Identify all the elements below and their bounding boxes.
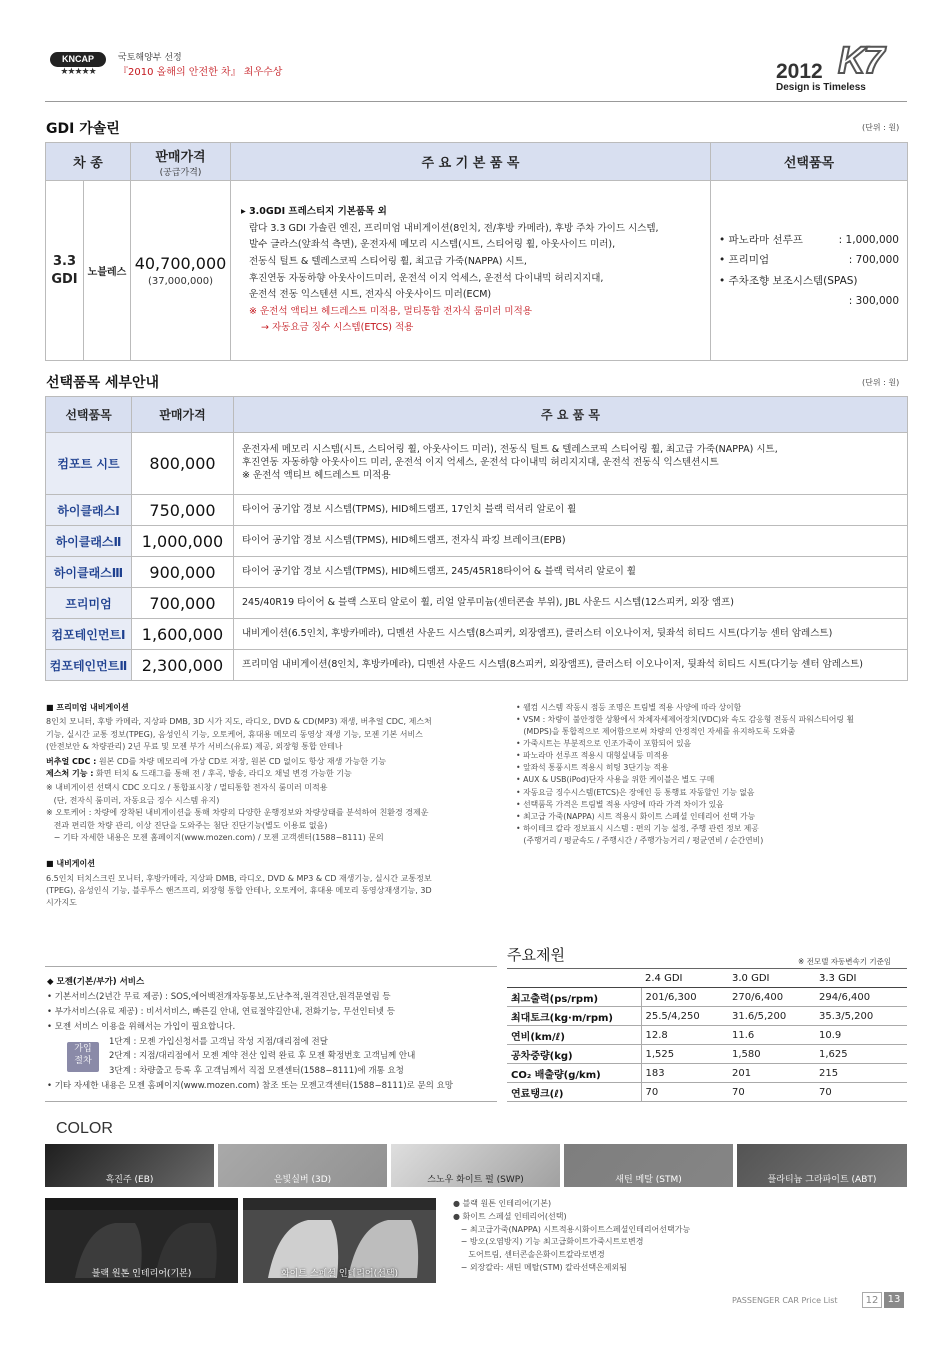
swatch-abt[interactable]: 플라티늄 그라파이트 (ABT) <box>737 1144 907 1187</box>
features-cell: ▸ 3.0GDI 프레스티지 기본품목 외 람다 3.3 GDI 가솔린 엔진, 프리미엄 내비게이션(8인치, 전/후방 카메라), 후방 주차 가이드 시스템, 발수 글라스(앞좌석 측면), 운전자세 메모리 시스템(시트, 스티어링 휠, 아웃사이드 미러), 전동식 틸트 & 텔레스코픽 스티어링 휠, 최고급 가죽(NAPPA) 시트, 후진연동 자동하향 아웃사이드미러, 운전석 이지 억세스, 운전석 다이내믹 허리지지대, 운전석 전동 익스텐션 시트, 전자식 아웃사이드 미러(ECM) ※ 운전석 액티브 헤드레스트 미적용, 멀티통합 전자식 룸미러 미적용 → 자동요금 징수 시스템(ETCS) 적용 <box>231 181 711 361</box>
page-number-right: 13 <box>884 1292 904 1308</box>
table-row: CO₂ 배출량(g/km) 183 201 215 <box>507 1064 907 1083</box>
table-row: 하이클래스Ⅰ 750,000 타이어 공기압 경보 시스템(TPMS), HID헤드램프, 17인치 블랙 럭셔리 알로이 휠 <box>46 495 908 526</box>
option-item: • 프리미엄 : 700,000 <box>719 254 899 267</box>
tagline: Design is Timeless <box>776 82 866 93</box>
kncap-badge <box>50 52 106 80</box>
notes-left: ■ 프리미엄 내비게이션 8인치 모니터, 후방 카메라, 지상파 DMB, 3D 시가 지도, 라디오, DVD & CD(MP3) 재생, 버추얼 CDC, 제스처 기능, 실시간 교통 정보(TPEG), 음성인식 기능, 오토케어, 휴대용 메모리 동영상 재생 기능, 모젠 기본 서비스 (안전보안 & 차량관리) 2년 무료 및 모젠 부가 서비스(유료) 제공, 외장형 통합 안테나 버추얼 CDC : 원본 CD를 차량 메모리에 가상 CD로 저장, 원본 CD 없이도 항상 재생 가능한 기능 제스처 기능 : 화면 터치 & 드래그를 통해 전 / 후곡, 방송, 라디오 채널 변경 가능한 기능 ※ 내비게이션 선택시 CDC 오디오 / 통합표시창 / 멀티통합 전자식 룸미러 미적용 (단, 전자식 룸미러, 자동요금 징수 시스템 유지) ※ 오토케어 : 차량에 장착된 내비게이션을 통해 차량의 다양한 운행정보와 차량상태를 분석하여 친환경 경제운 전과 편리한 차량 관리, 이상 진단을 도와주는 첨단 진단기능(별도 이용료 없음) − 기타 자세한 내용은 모젠 홈페이지(www.mozen.com) / 모젠 고객센터(1588−8111) 문의 ■ 내비게이션 6.5인치 터치스크린 모니터, 후방카메라, 지상파 DMB, 라디오, DVD & MP3 & CD 재생기능, 실시간 교통정보 (TPEG), 음성인식 기능, 블루투스 핸즈프리, 외장형 통합 안테나, 오토케어, 휴대용 메모리 동영상재생기능, 3D 시가지도 <box>46 703 432 908</box>
option-item: • 파노라마 선루프 : 1,000,000 <box>719 233 899 246</box>
award-line-1: 국토해양부 선정 <box>118 53 182 63</box>
specs-note: ※ 전모델 자동변속기 기준임 <box>798 957 892 966</box>
th-option: 선택품목 <box>46 397 132 433</box>
price-cell: 40,700,000 (37,000,000) <box>131 181 231 361</box>
interior-black[interactable]: 블랙 원톤 인테리어(기본) <box>45 1198 238 1283</box>
option-item: • 주차조향 보조시스템(SPAS) : 300,000 <box>719 274 899 307</box>
star-rating: ★★★★★ <box>60 67 96 77</box>
options-cell <box>711 181 908 361</box>
swatch-eb[interactable]: 흑진주 (EB) <box>45 1144 214 1187</box>
th-model: 차 종 <box>46 143 131 181</box>
table-row: 프리미엄 700,000 245/40R19 타이어 & 블랙 스포티 알로이 휠, 리얼 알루미늄(센터콘솔 부위), JBL 사운드 시스템(12스피커, 외장 앰프) <box>46 588 908 619</box>
table-row: 최대토크(kg·m/rpm) 25.5/4,250 31.6/5,200 35.3/5,200 <box>507 1007 907 1026</box>
gdi-section-title: GDI 가솔린 <box>46 121 120 137</box>
model-year: 2012 <box>776 60 823 83</box>
engine-cell: 3.3 GDI <box>46 181 84 361</box>
mozen-service-box: ◆ 모젠(기본/부가) 서비스 • 기본서비스(2년간 무료 제공) : SOS,에어백전개자동통보,도난추적,원격진단,원격문열림 등 • 부가서비스(유료 제공) : 비서서비스, 빠른길 안내, 연료절약길안내, 전화기능, 무선인터넷 등 • 모젠 서비스 이용을 위해서는 가입이 필요합니다. 가입 절차 1단계 : 모젠 가입신청서를 고객님 작성 지점/대리점에 전달 2단계 : 지점/대리점에서 모젠 계약 전산 입력 완료 후 모젠 확정번호 고객님께 안내 3단계 : 차량출고 등록 후 고객님께서 직접 모젠센터(1588−8111)에 개통 요청 • 기타 자세한 내용은 모젠 홈페이지(www.mozen.com) 참조 또는 모젠고객센터(1588−8111)로 문의 요망 <box>45 966 497 1102</box>
trim-cell: 노블레스 <box>84 181 131 361</box>
award-line-2: 『2010 올해의 안전한 차』 최우수상 <box>118 67 283 78</box>
swatch-swp[interactable]: 스노우 화이트 펄 (SWP) <box>391 1144 560 1187</box>
footer-text: PASSENGER CAR Price List <box>732 1296 838 1305</box>
options-unit: (단위 : 원) <box>862 378 900 387</box>
feature-exclusion-note: ※ 운전석 액티브 헤드레스트 미적용, 멀티통합 전자식 룸미러 미적용 <box>249 305 532 317</box>
kncap-logo: KNCAP <box>50 52 106 67</box>
table-row: 컴포테인먼트Ⅰ 1,600,000 내비게이션(6.5인치, 후방카메라), 디멘션 사운드 시스템(8스피커, 외장앰프), 클러스터 이오나이저, 뒷좌석 히티드 시트(다기능 센터 암레스트) <box>46 619 908 650</box>
k7-logo: K7 <box>838 40 883 82</box>
table-row: 하이클래스Ⅱ 1,000,000 타이어 공기압 경보 시스템(TPMS), HID헤드램프, 전자식 파킹 브레이크(EPB) <box>46 526 908 557</box>
notes-right: • 웰컴 시스템 작동시 점등 조명은 트림별 적용 사양에 따라 상이함 • VSM : 차량이 불안정한 상황에서 차체자세제어장치(VDC)와 속도 감응형 전동식 파워스티어링 휠 (MDPS)을 통합적으로 제어함으로써 차량의 안정적인 자세를 유지하도록 도와줌 • 가죽시트는 부분적으로 인조가죽이 포함되어 있음 • 파노라마 선루프 적용시 대형실내등 미적용 • 앞좌석 통풍시트 적용시 히팅 3단기능 적용 • AUX & USB(iPod)단자 사용을 위한 케이블은 별도 구매 • 자동요금 징수시스템(ETCS)은 장애인 등 통행료 자동할인 기능 없음 • 선택품목 가격은 트림별 적용 사양에 따라 가격 차이가 있음 • 최고급 가죽(NAPPA) 시트 적용시 화이트 스페셜 인테리어 선택 가능 • 하이테크 칼라 정보표시 시스템 : 편의 기능 설정, 주행 관련 정보 제공 (주행거리 / 평균속도 / 주행시간 / 주행가능거리 / 평균연비 / 순간연비) <box>516 703 854 845</box>
table-row: 공차중량(kg) 1,525 1,580 1,625 <box>507 1045 907 1064</box>
color-title: COLOR <box>56 1120 113 1137</box>
swatch-3d[interactable]: 은빛실버 (3D) <box>218 1144 387 1187</box>
interior-white[interactable]: 화이트 스페셜 인테리어(선택) <box>243 1198 436 1283</box>
page-number-left: 12 <box>862 1292 882 1308</box>
th-price: 판매가격 (공급가격) <box>131 143 231 181</box>
gdi-price-table <box>45 142 907 361</box>
specs-title: 주요제원 <box>507 946 565 964</box>
table-row: 연비(km/ℓ) 12.8 11.6 10.9 <box>507 1026 907 1045</box>
join-process-label: 가입 절차 <box>67 1042 99 1072</box>
table-row: 컴포테인먼트Ⅱ 2,300,000 프리미엄 내비게이션(8인치, 후방카메라), 디멘션 사운드 시스템(8스피커, 외장앰프), 클러스터 이오나이저, 뒷좌석 히티드 시트(다기능 센터 암레스트) <box>46 650 908 681</box>
specs-table: 2.4 GDI 3.0 GDI 3.3 GDI 최고출력(ps/rpm) 201/6,300 270/6,400 294/6,400 최대토크(kg·m/rpm) 25.5/4,250 31.6/5,200 35.3/5,200 연비(km/ℓ) 12.8 11.6 10.9 공차중량(kg) 1,525 1,580 1,625 CO₂ 배출량(g/km) 183 201 215 연료탱크(ℓ) 70 70 70 <box>507 968 907 1102</box>
table-row: 최고출력(ps/rpm) 201/6,300 270/6,400 294/6,400 <box>507 988 907 1007</box>
th-options: 선택품목 <box>711 143 908 181</box>
th-option-items: 주 요 품 목 <box>234 397 908 433</box>
interior-notes: ● 블랙 원톤 인테리어(기본) ● 화이트 스페셜 인테리어(선택) − 최고급가죽(NAPPA) 시트적용시화이트스페셜인테리어선택가능 − 방오(오염방지) 기능 최고급화이트가죽시트로변경 도어트림, 센터콘솔은화이트칼라로변경 − 외장칼라: 새틴 메탈(STM) 칼라선택은제외됨 <box>453 1199 691 1272</box>
header-divider <box>45 101 907 102</box>
gdi-unit: (단위 : 원) <box>862 123 900 132</box>
options-section-title: 선택품목 세부안내 <box>46 375 160 391</box>
table-row: 하이클래스Ⅲ 900,000 타이어 공기압 경보 시스템(TPMS), HID헤드램프, 245/45R18타이어 & 블랙 럭셔리 알로이 휠 <box>46 557 908 588</box>
table-row: 연료탱크(ℓ) 70 70 70 <box>507 1083 907 1102</box>
th-option-price: 판매가격 <box>132 397 234 433</box>
etcs-note: → 자동요금 징수 시스템(ETCS) 적용 <box>261 322 414 334</box>
options-detail-table <box>45 396 907 681</box>
swatch-stm[interactable]: 새틴 메탈 (STM) <box>564 1144 733 1187</box>
table-row: 컴포트 시트 800,000 운전자세 메모리 시스템(시트, 스티어링 휠, 아웃사이드 미러), 전동식 틸트 & 텔레스코픽 스티어링 휠, 최고급 가죽(NAPPA) 시트, 후진연동 자동하향 아웃사이드 미러, 운전석 이지 억세스, 운전석 다이내믹 허리지지대, 운전석 전동식 익스텐션시트 ※ 운전석 액티브 헤드레스트 미적용 <box>46 433 908 495</box>
th-features: 주 요 기 본 품 목 <box>231 143 711 181</box>
